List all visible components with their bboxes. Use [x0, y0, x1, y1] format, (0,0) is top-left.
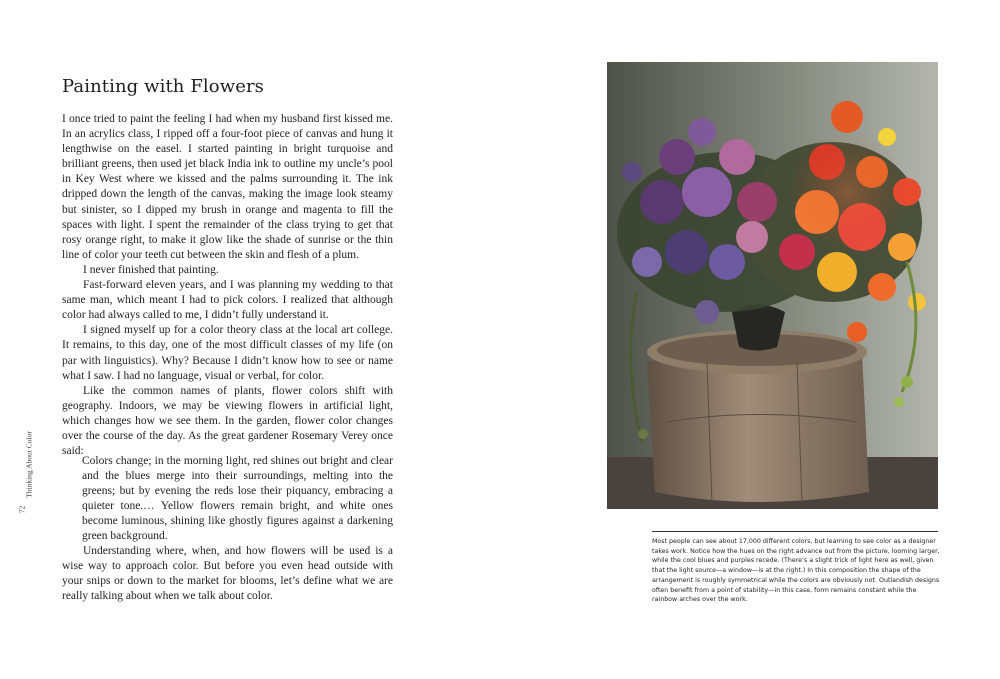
paragraph: I never finished that painting.: [83, 263, 219, 276]
flower-arrangement-illustration: [607, 62, 938, 509]
closing-paragraph: Understanding where, when, and how flowers will be used is a wise way to approach color. But before you even head outside with your snips or down to the market for blooms, let’s define what we are really talking about when we talk about color.: [62, 545, 393, 603]
caption-rule: [652, 531, 938, 532]
photo-caption: Most people can see about 17,000 different colors, but learning to see color as a designer takes work. Notice how the hues on the right advance out from the picture, looming larger, while the cool blues and purples recede. (There’s a slight trick of light here as well, given that the light source—a window—is at the right.) In this composition the shape of the arrangement is roughly symmetrical while the colors are obviously not. Outlandish designs often benefit from a point of stability—in this case, form remains constant while the rainbow arches over the work.: [652, 538, 940, 604]
paragraph: Like the common names of plants, flower colors shift with geography. Indoors, we may be viewing flowers in artificial light, which changes how we see them. In the garden, flower color changes over the course of the day. As the great gardener Rosemary Verey once said:: [62, 384, 393, 458]
paragraph: I signed myself up for a color theory class at the local art college. It remains, to this day, one of the most difficult classes of my life (on par with linguistics). Why? Because I didn’t know how to see or name what I saw. I had no language, visual or verbal, for color.: [62, 324, 393, 382]
block-quote: Colors change; in the morning light, red shines out bright and clear and the blues merge into their surroundings, melting into the greens; but by evening the reds lose their piquancy, embracing a quieter tone.… Yellow flowers remain bright, and white ones become luminous, shining like ghostly figures against a darkening green background.: [82, 455, 393, 543]
paragraph: I once tried to paint the feeling I had when my husband first kissed me. In an acrylics class, I ripped off a four-foot piece of canvas and hung it lengthwise on the easel. I started painting in bright turquoise and brilliant greens, then used jet black India ink to outline my uncle’s pool in Key West where we kissed and the palms surrounding it. The ink dripped down the length of the canvas, making the image look steamy but sinister, so I dipped my brush in orange and magenta to fill the spaces with light. I spent the remainder of the class trying to get that rosy orange right, to make it glow like the shade of sunrise or the thin line of color your teeth cut between the skin and flesh of a plum.: [62, 113, 393, 261]
flower-arrangement-photo: [607, 62, 938, 509]
paragraph: Fast-forward eleven years, and I was planning my wedding to that same man, which meant I had to pick colors. I realized that although color had always called to me, I didn’t fully understand it.: [62, 279, 393, 322]
running-head-title: Thinking About Color: [24, 431, 34, 498]
page-title: Painting with Flowers: [62, 76, 265, 97]
body-text: [62, 112, 393, 459]
page-number: 72: [17, 505, 27, 514]
